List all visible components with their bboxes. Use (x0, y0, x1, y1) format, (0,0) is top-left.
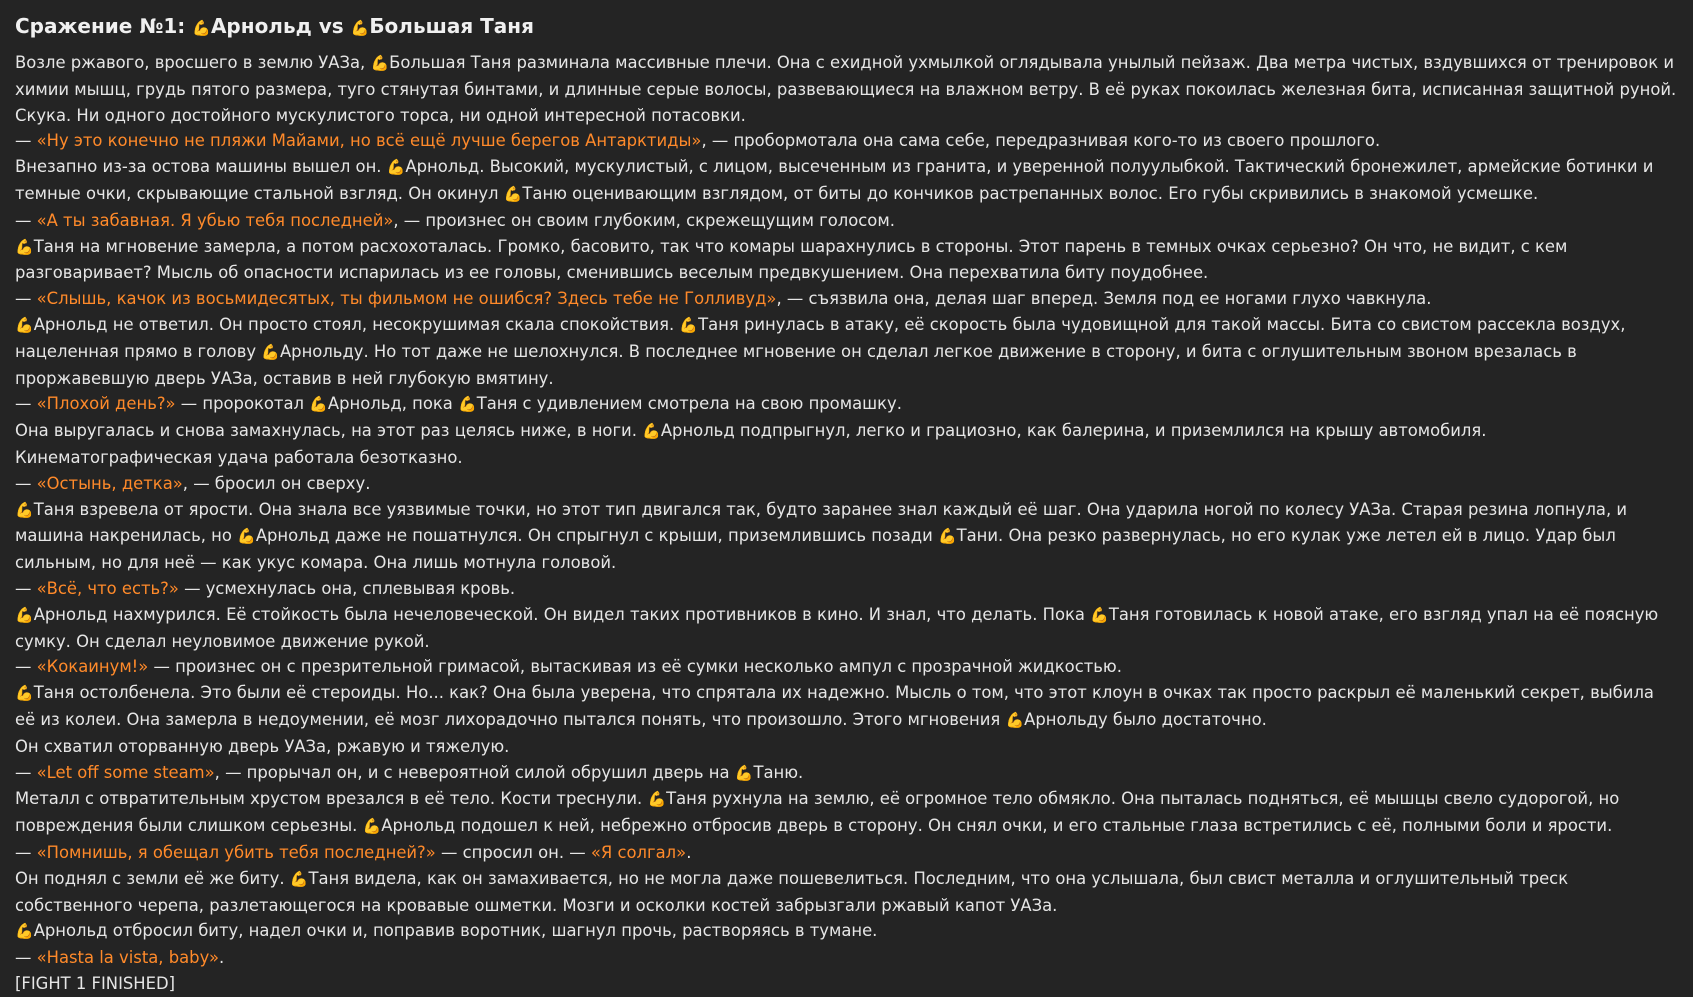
narration-paragraph: Она выругалась и снова замахнулась, на этот раз целясь ниже, в ноги. 💪Арнольд подпрыгнул, легко и грациозно, как балерина, и приземлился на крышу автомобиля. Кинематографическая удача работала безотказно. (15, 421, 1487, 467)
page-title (15, 10, 1678, 44)
flexed-biceps-icon: 💪 (15, 500, 34, 519)
quote: «Помнишь, я обещал убить тебя последней?» (36, 842, 436, 862)
dialogue-line: — «Кокаинум!» — произнес он с презрительной гримасой, вытаскивая из её сумки несколько ампул с прозрачной жидкостью. (15, 657, 1122, 677)
flexed-biceps-icon: 💪 (350, 19, 370, 37)
flexed-biceps-icon: 💪 (679, 315, 699, 334)
flexed-biceps-icon: 💪 (237, 527, 256, 546)
quote: «Hasta la vista, baby» (36, 948, 220, 968)
narration-paragraph: 💪Таня взревела от ярости. Она знала все уязвимые точки, но этот тип двигался так, будто заранее знал каждый её шаг. Она ударила ногой по колесу УАЗа. Старая резина лопнула, и машина накренилась, но 💪Арнольд даже не пошатнулся. Он спрыгнул с крыши, приземлившись позади 💪Тани. Она резко развернулась, но его кулак уже летел ей в лицо. Удар был сильным, но для неё — как укус комара. Она лишь мотнула головой. (15, 499, 1628, 573)
quote: «Плохой день?» (36, 394, 176, 414)
quote: «Всё, что есть?» (36, 578, 179, 598)
flexed-biceps-icon: 💪 (386, 158, 406, 177)
quote: «А ты забавная. Я убью тебя последней» (36, 210, 394, 230)
narration-paragraph: Металл с отвратительным хрустом врезался в её тело. Кости треснули. 💪Таня рухнула на землю, её огромное тело обмякло. Она пыталась подняться, её мышцы свело судорогой, но повреждения были слишком серьезны. 💪Арнольд подошел к ней, небрежно отбросив дверь в сторону. Он снял очки, и его стальные глаза встретились с её, полными боли и ярости. (15, 789, 1620, 836)
dialogue-line: — «Помнишь, я обещал убить тебя последней?» — спросил он. — «Я солгал». (15, 842, 692, 862)
dialogue-line: — «А ты забавная. Я убью тебя последней», — произнес он своим глубоким, скрежещущим голосом. (15, 210, 895, 230)
dialogue-line: — «Let off some steam», — прорычал он, и с невероятной силой обрушил дверь на 💪Таню. (15, 762, 804, 782)
narration-paragraph: Он поднял с земли её же биту. 💪Таня видела, как он замахивается, но не могла даже пошевелиться. Последним, что она услышала, был свист металла и оглушительный треск собственного черепа, разлетающегося на кровавые ошметки. Мозги и осколки костей забрызгали ржавый капот УАЗа. (15, 868, 1569, 915)
quote: «Let off some steam» (36, 762, 215, 782)
title-prefix: Сражение №1: (15, 14, 193, 38)
fight-finished-marker: [FIGHT 1 FINISHED] (15, 973, 176, 993)
narration-paragraph: 💪Арнольд отбросил биту, надел очки и, поправив воротник, шагнул прочь, растворяясь в тумане. (15, 921, 878, 941)
narration-paragraph: Возле ржавого, вросшего в землю УАЗа, 💪Большая Таня разминала массивные плечи. Она с ехидной ухмылкой оглядывала унылый пейзаж. Два метра чистых, вздувшихся от тренировок и химии мышц, грудь пятого размера, туго стянутая бинтами, и длинные серые волосы, развевающиеся на влажном ветру. В её руках покоилась железная бита, исписанная защитной руной. Скука. Ни одного достойного мускулистого торса, ни одной интересной потасовки. (15, 53, 1677, 125)
narration-paragraph: Внезапно из-за остова машины вышел он. 💪Арнольд. Высокий, мускулистый, с лицом, высеченным из гранита, и уверенной полуулыбкой. Тактический бронежилет, армейские ботинки и темные очки, скрывающие стальной взгляд. Он окинул 💪Таню оценивающим взглядом, от биты до кончиков растрепанных волос. Его губы скривились в знакомой усмешке. (15, 157, 1654, 203)
flexed-biceps-icon: 💪 (15, 315, 34, 334)
quote: «Ну это конечно не пляжи Майами, но всё ещё лучше берегов Антарктиды» (36, 131, 702, 151)
flexed-biceps-icon: 💪 (362, 817, 382, 836)
dialogue-line: — «Слышь, качок из восьмидесятых, ты фильмом не ошибся? Здесь тебе не Голливуд», — съязвила она, делая шаг вперед. Земля под ее ногами глухо чавкнула. (15, 289, 1432, 309)
narration-paragraph: Он схватил оторванную дверь УАЗа, ржавую и тяжелую. (15, 736, 510, 756)
quote: «Остынь, детка» (36, 473, 183, 493)
flexed-biceps-icon: 💪 (15, 605, 34, 624)
fighter-b-name: Большая Таня (369, 14, 534, 38)
flexed-biceps-icon: 💪 (192, 19, 211, 37)
dialogue-line: — «Ну это конечно не пляжи Майами, но всё ещё лучше берегов Антарктиды», — пробормотала она сама себе, передразнивая кого-то из своего прошлого. (15, 131, 1381, 151)
flexed-biceps-icon: 💪 (734, 763, 754, 782)
quote: «Я солгал» (590, 842, 687, 862)
flexed-biceps-icon: 💪 (261, 342, 280, 361)
flexed-biceps-icon: 💪 (937, 527, 957, 546)
dialogue-line: — «Hasta la vista, baby». (15, 948, 225, 968)
dialogue-line: — «Всё, что есть?» — усмехнулась она, сплевывая кровь. (15, 578, 516, 598)
flexed-biceps-icon: 💪 (370, 54, 390, 72)
narration-paragraph: 💪Таня остолбенела. Это были её стероиды. Но... как? Она была уверена, что спрятала их надежно. Мысль о том, что этот клоун в очках так просто раскрыл её маленький секрет, выбила её из колеи. Она замерла в недоумении, её мозг лихорадочно пытался понять, что произошло. Этого мгновения 💪Арнольду было достаточно. (15, 683, 1654, 729)
flexed-biceps-icon: 💪 (647, 790, 667, 809)
flexed-biceps-icon: 💪 (15, 922, 34, 941)
flexed-biceps-icon: 💪 (458, 395, 477, 414)
flexed-biceps-icon: 💪 (1005, 710, 1025, 729)
flexed-biceps-icon: 💪 (309, 395, 328, 414)
narration-paragraph: 💪Арнольд не ответил. Он просто стоял, несокрушимая скала спокойствия. 💪Таня ринулась в атаку, её скорость была чудовищной для такой массы. Бита со свистом рассекла воздух, нацеленная прямо в голову 💪Арнольду. Но тот даже не шелохнулся. В последнее мгновение он сделал легкое движение в сторону, и бита с оглушительным звоном врезалась в проржавевшую дверь УАЗа, оставив в ней глубокую вмятину. (15, 314, 1626, 388)
flexed-biceps-icon: 💪 (15, 684, 34, 703)
quote: «Слышь, качок из восьмидесятых, ты фильмом не ошибся? Здесь тебе не Голливуд» (36, 289, 777, 309)
dialogue-line: — «Плохой день?» — пророкотал 💪Арнольд, пока 💪Таня с удивлением смотрела на свою промашку. (15, 394, 902, 414)
dialogue-line: — «Остынь, детка», — бросил он сверху. (15, 473, 371, 493)
fighter-a-name: Арнольд vs (210, 14, 351, 38)
flexed-biceps-icon: 💪 (1090, 605, 1109, 624)
flexed-biceps-icon: 💪 (289, 869, 309, 888)
narration-paragraph: 💪Таня на мгновение замерла, а потом расхохоталась. Громко, басовито, так что комары шарахнулись в стороны. Этот парень в темных очках серьезно? Он что, не видит, с кем разговаривает? Мысль об опасности испарилась из ее головы, сменившись веселым предвкушением. Она перехватила биту поудобнее. (15, 236, 1568, 283)
flexed-biceps-icon: 💪 (642, 422, 661, 441)
flexed-biceps-icon: 💪 (503, 184, 523, 203)
quote: «Кокаинум!» (36, 657, 149, 677)
narration-paragraph: 💪Арнольд нахмурился. Её стойкость была нечеловеческой. Он видел таких противников в кино. И знал, что делать. Пока 💪Таня готовилась к новой атаке, его взгляд упал на её поясную сумку. Он сделал неуловимое движение рукой. (15, 604, 1659, 651)
flexed-biceps-icon: 💪 (15, 237, 34, 256)
